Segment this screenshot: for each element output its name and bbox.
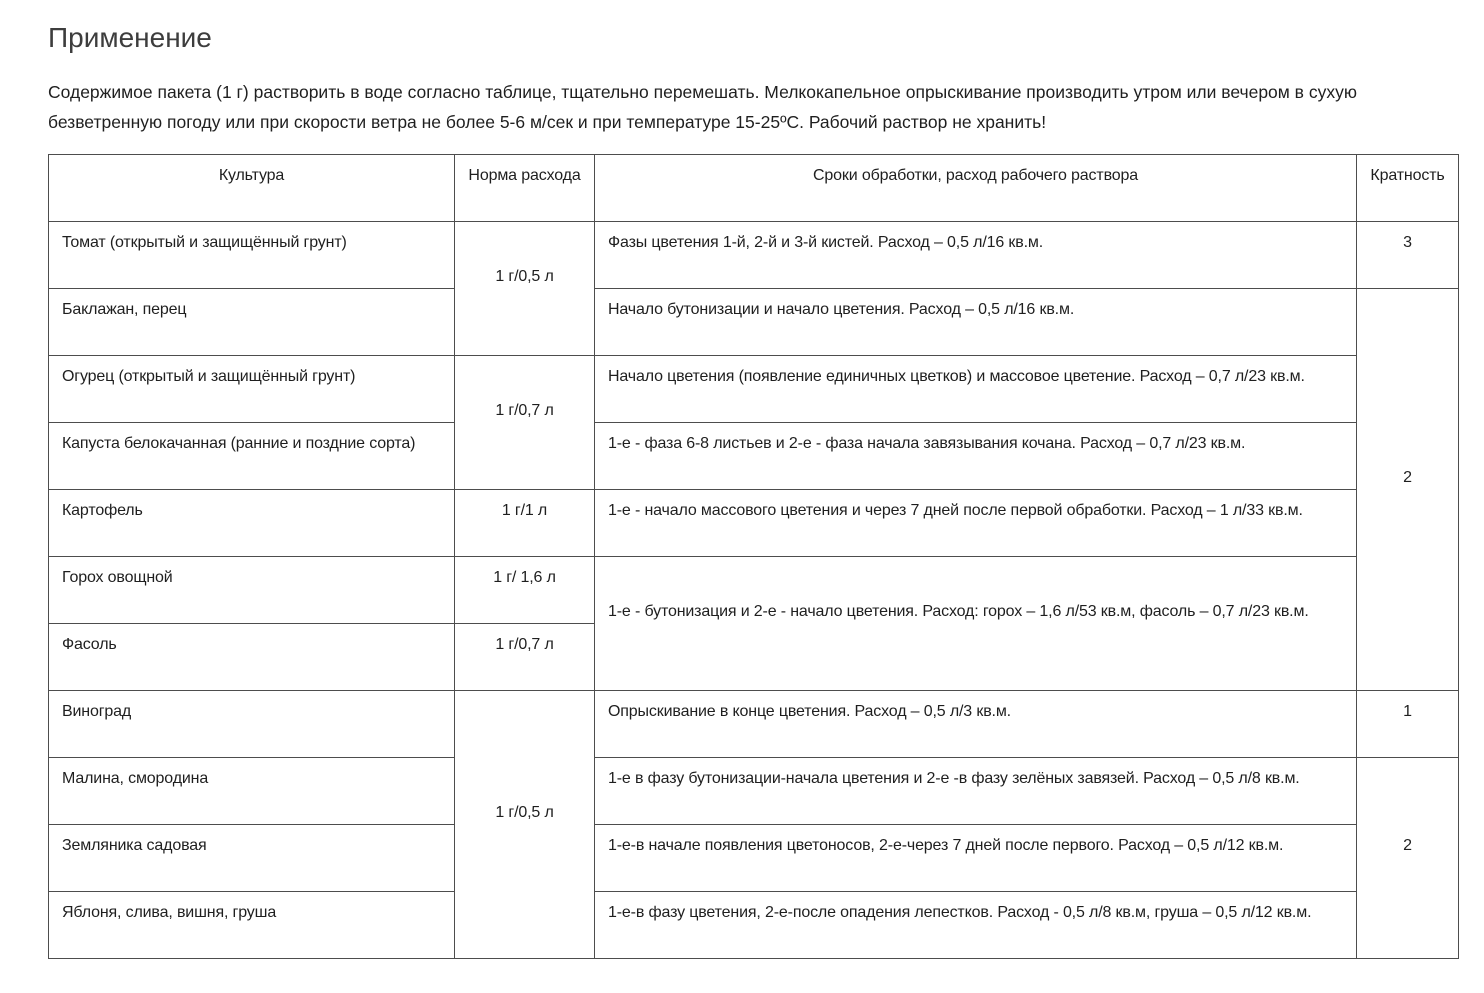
cell-frequency: 2	[1357, 758, 1459, 959]
cell-culture: Яблоня, слива, вишня, груша	[49, 892, 455, 959]
table-row	[49, 289, 1459, 356]
cell-timing: Опрыскивание в конце цветения. Расход – 0,5 л/3 кв.м.	[595, 691, 1357, 758]
page-title: Применение	[48, 22, 212, 53]
cell-rate: 1 г/1 л	[455, 490, 595, 557]
table-row	[49, 691, 1459, 758]
cell-rate: 1 г/ 1,6 л	[455, 557, 595, 624]
cell-culture: Виноград	[49, 691, 455, 758]
header-culture: Культура	[49, 155, 455, 222]
cell-timing: 1-е - бутонизация и 2-е - начало цветения. Расход: горох – 1,6 л/53 кв.м, фасоль – 0,7 л/23 кв.м.	[595, 557, 1357, 691]
table-row	[49, 356, 1459, 423]
cell-culture: Фасоль	[49, 624, 455, 691]
cell-timing: Начало бутонизации и начало цветения. Расход – 0,5 л/16 кв.м.	[595, 289, 1357, 356]
table-row	[49, 222, 1459, 289]
cell-timing: Начало цветения (появление единичных цветков) и массовое цветение. Расход – 0,7 л/23 кв.м.	[595, 356, 1357, 423]
intro-paragraph: Содержимое пакета (1 г) растворить в воде согласно таблице, тщательно перемешать. Мелкокапельное опрыскивание производить утром или вечером в сухую безветренную погоду или при скорости ветра не более 5-6 м/сек и при температуре 15-25ºС. Рабочий раствор не хранить!	[48, 82, 1357, 132]
cell-culture: Земляника садовая	[49, 825, 455, 892]
cell-timing: 1-е - фаза 6-8 листьев и 2-е - фаза начала завязывания кочана. Расход – 0,7 л/23 кв.м.	[595, 423, 1357, 490]
header-frequency: Кратность	[1357, 155, 1459, 222]
cell-rate: 1 г/0,7 л	[455, 356, 595, 490]
cell-culture: Капуста белокачанная (ранние и поздние сорта)	[49, 423, 455, 490]
application-table	[48, 154, 1459, 959]
table-row	[49, 758, 1459, 825]
header-rate: Норма расхода	[455, 155, 595, 222]
cell-timing: 1-е - начало массового цветения и через 7 дней после первой обработки. Расход – 1 л/33 кв.м.	[595, 490, 1357, 557]
table-row	[49, 892, 1459, 959]
table-row	[49, 423, 1459, 490]
cell-frequency: 1	[1357, 691, 1459, 758]
cell-frequency: 3	[1357, 222, 1459, 289]
table-row	[49, 490, 1459, 557]
cell-rate: 1 г/0,5 л	[455, 691, 595, 959]
table-row	[49, 825, 1459, 892]
cell-culture: Огурец (открытый и защищённый грунт)	[49, 356, 455, 423]
header-row	[49, 155, 1459, 222]
cell-culture: Картофель	[49, 490, 455, 557]
cell-rate: 1 г/0,5 л	[455, 222, 595, 356]
cell-frequency: 2	[1357, 289, 1459, 691]
cell-rate: 1 г/0,7 л	[455, 624, 595, 691]
cell-timing: Фазы цветения 1-й, 2-й и 3-й кистей. Расход – 0,5 л/16 кв.м.	[595, 222, 1357, 289]
cell-culture: Томат (открытый и защищённый грунт)	[49, 222, 455, 289]
cell-culture: Горох овощной	[49, 557, 455, 624]
header-timing: Сроки обработки, расход рабочего раствора	[595, 155, 1357, 222]
cell-timing: 1-е-в начале появления цветоносов, 2-е-через 7 дней после первого. Расход – 0,5 л/12 кв.м.	[595, 825, 1357, 892]
table-row	[49, 557, 1459, 624]
cell-timing: 1-е-в фазу цветения, 2-е-после опадения лепестков. Расход - 0,5 л/8 кв.м, груша – 0,5 л/12 кв.м.	[595, 892, 1357, 959]
cell-culture: Баклажан, перец	[49, 289, 455, 356]
cell-timing: 1-е в фазу бутонизации-начала цветения и 2-е -в фазу зелёных завязей. Расход – 0,5 л/8 кв.м.	[595, 758, 1357, 825]
cell-culture: Малина, смородина	[49, 758, 455, 825]
